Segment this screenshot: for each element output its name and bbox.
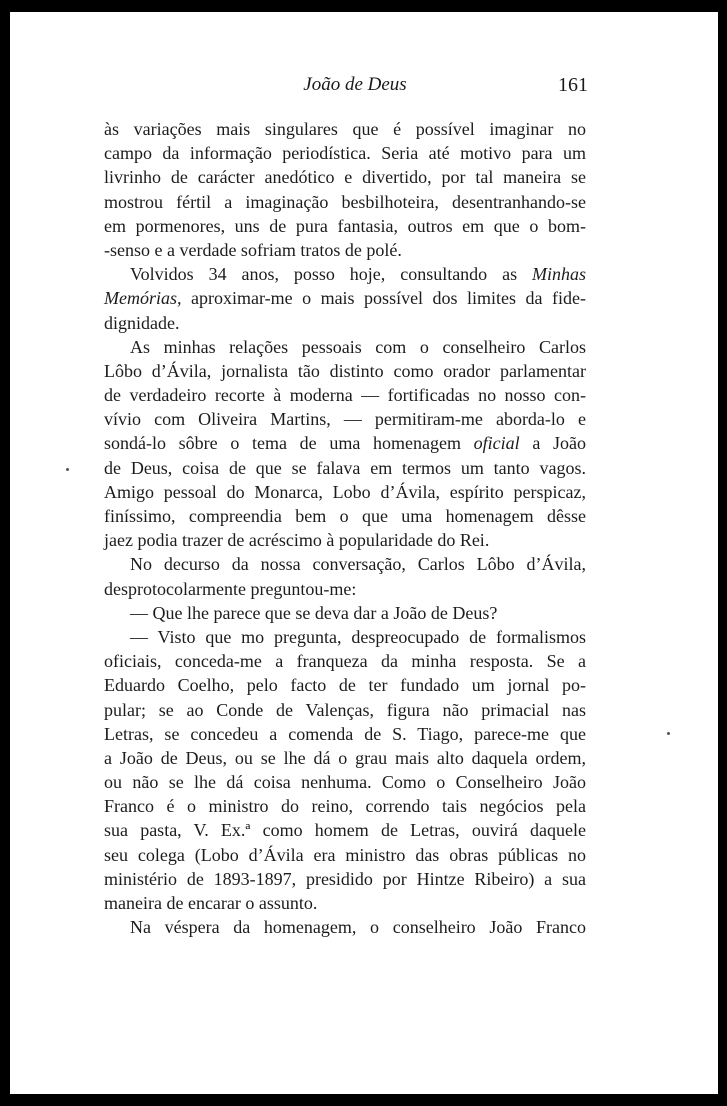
paragraph-start-line: Volvidos 34 anos, posso hoje, consultando as Minhas xyxy=(130,264,586,285)
paper-speck xyxy=(667,732,670,735)
text-line: finíssimo, compreendia bem o que uma homenagem dêsse xyxy=(104,506,586,526)
text-line: Letras, se concedeu a comenda de S. Tiago, parece-me que xyxy=(104,723,586,744)
dialogue-line: — Visto que mo pregunta, despreocupado de formalismos xyxy=(130,626,586,647)
dialogue-line: — Que lhe parece que se deva dar a João de Deus? xyxy=(130,602,498,623)
text-line: ministério de 1893-1897, presidido por Hintze Ribeiro) a sua xyxy=(104,868,586,889)
text-line: Eduardo Coelho, pelo facto de ter fundado um jornal po- xyxy=(104,675,586,696)
text-line: desprotocolarmente preguntou-me: xyxy=(104,578,357,599)
text-line: jaez podia trazer de acréscimo à popularidade do Rei. xyxy=(104,530,490,551)
page-header xyxy=(114,74,596,104)
text-line: pular; se ao Conde de Valenças, figura não primacial nas xyxy=(104,699,586,720)
paragraph-start-line: No decurso da nossa conversação, Carlos Lôbo d’Ávila, xyxy=(130,554,586,575)
page-number: 161 xyxy=(558,74,588,96)
running-title: João de Deus xyxy=(303,74,407,95)
book-page xyxy=(10,12,718,1094)
text-line: sua pasta, V. Ex.ª como homem de Letras, ouvirá daquele xyxy=(104,820,586,841)
text-line: Amigo pessoal do Monarca, Lobo d’Ávila, espírito perspicaz, xyxy=(104,481,586,502)
text-line: de Deus, coisa de que se falava em termos um tanto vagos. xyxy=(104,457,586,478)
text-line: de verdadeiro recorte à moderna — fortificadas no nosso con- xyxy=(104,385,586,406)
paper-speck xyxy=(66,468,69,471)
text-line: campo da informação periodística. Seria até motivo para um xyxy=(104,143,586,164)
body-text xyxy=(104,117,586,939)
paragraph-start-line: Na véspera da homenagem, o conselheiro João Franco xyxy=(130,917,586,938)
text-line: vívio com Oliveira Martins, — permitiram-me aborda-lo e xyxy=(104,409,586,430)
text-line: em pormenores, uns de pura fantasia, outros em que o bom- xyxy=(104,215,586,236)
text-line: dignidade. xyxy=(104,312,180,333)
text-line: Lôbo d’Ávila, jornalista tão distinto como orador parlamentar xyxy=(104,360,586,381)
text-line: mostrou fértil a imaginação besbilhoteira, desentranhando-se xyxy=(104,191,586,212)
text-line: a João de Deus, ou se lhe dá o grau mais alto daquela ordem, xyxy=(104,747,586,768)
text-line: seu colega (Lobo d’Ávila era ministro das obras públicas no xyxy=(104,844,586,865)
text-line: Memórias, aproximar-me o mais possível dos limites da fide- xyxy=(104,288,586,309)
text-line: ou não se lhe dá coisa nenhuma. Como o Conselheiro João xyxy=(104,772,586,793)
text-line: livrinho de carácter anedótico e divertido, por tal maneira se xyxy=(104,167,586,188)
text-line: sondá-lo sôbre o tema de uma homenagem oficial a João xyxy=(104,433,586,454)
text-line: maneira de encarar o assunto. xyxy=(104,893,318,913)
text-line: às variações mais singulares que é possível imaginar no xyxy=(104,119,586,139)
text-line: oficiais, conceda-me a franqueza da minha resposta. Se a xyxy=(104,651,586,672)
paragraph-start-line: As minhas relações pessoais com o conselheiro Carlos xyxy=(130,336,586,357)
text-line: -senso e a verdade sofriam tratos de polé. xyxy=(104,239,402,260)
text-line: Franco é o ministro do reino, correndo tais negócios pela xyxy=(104,796,586,817)
